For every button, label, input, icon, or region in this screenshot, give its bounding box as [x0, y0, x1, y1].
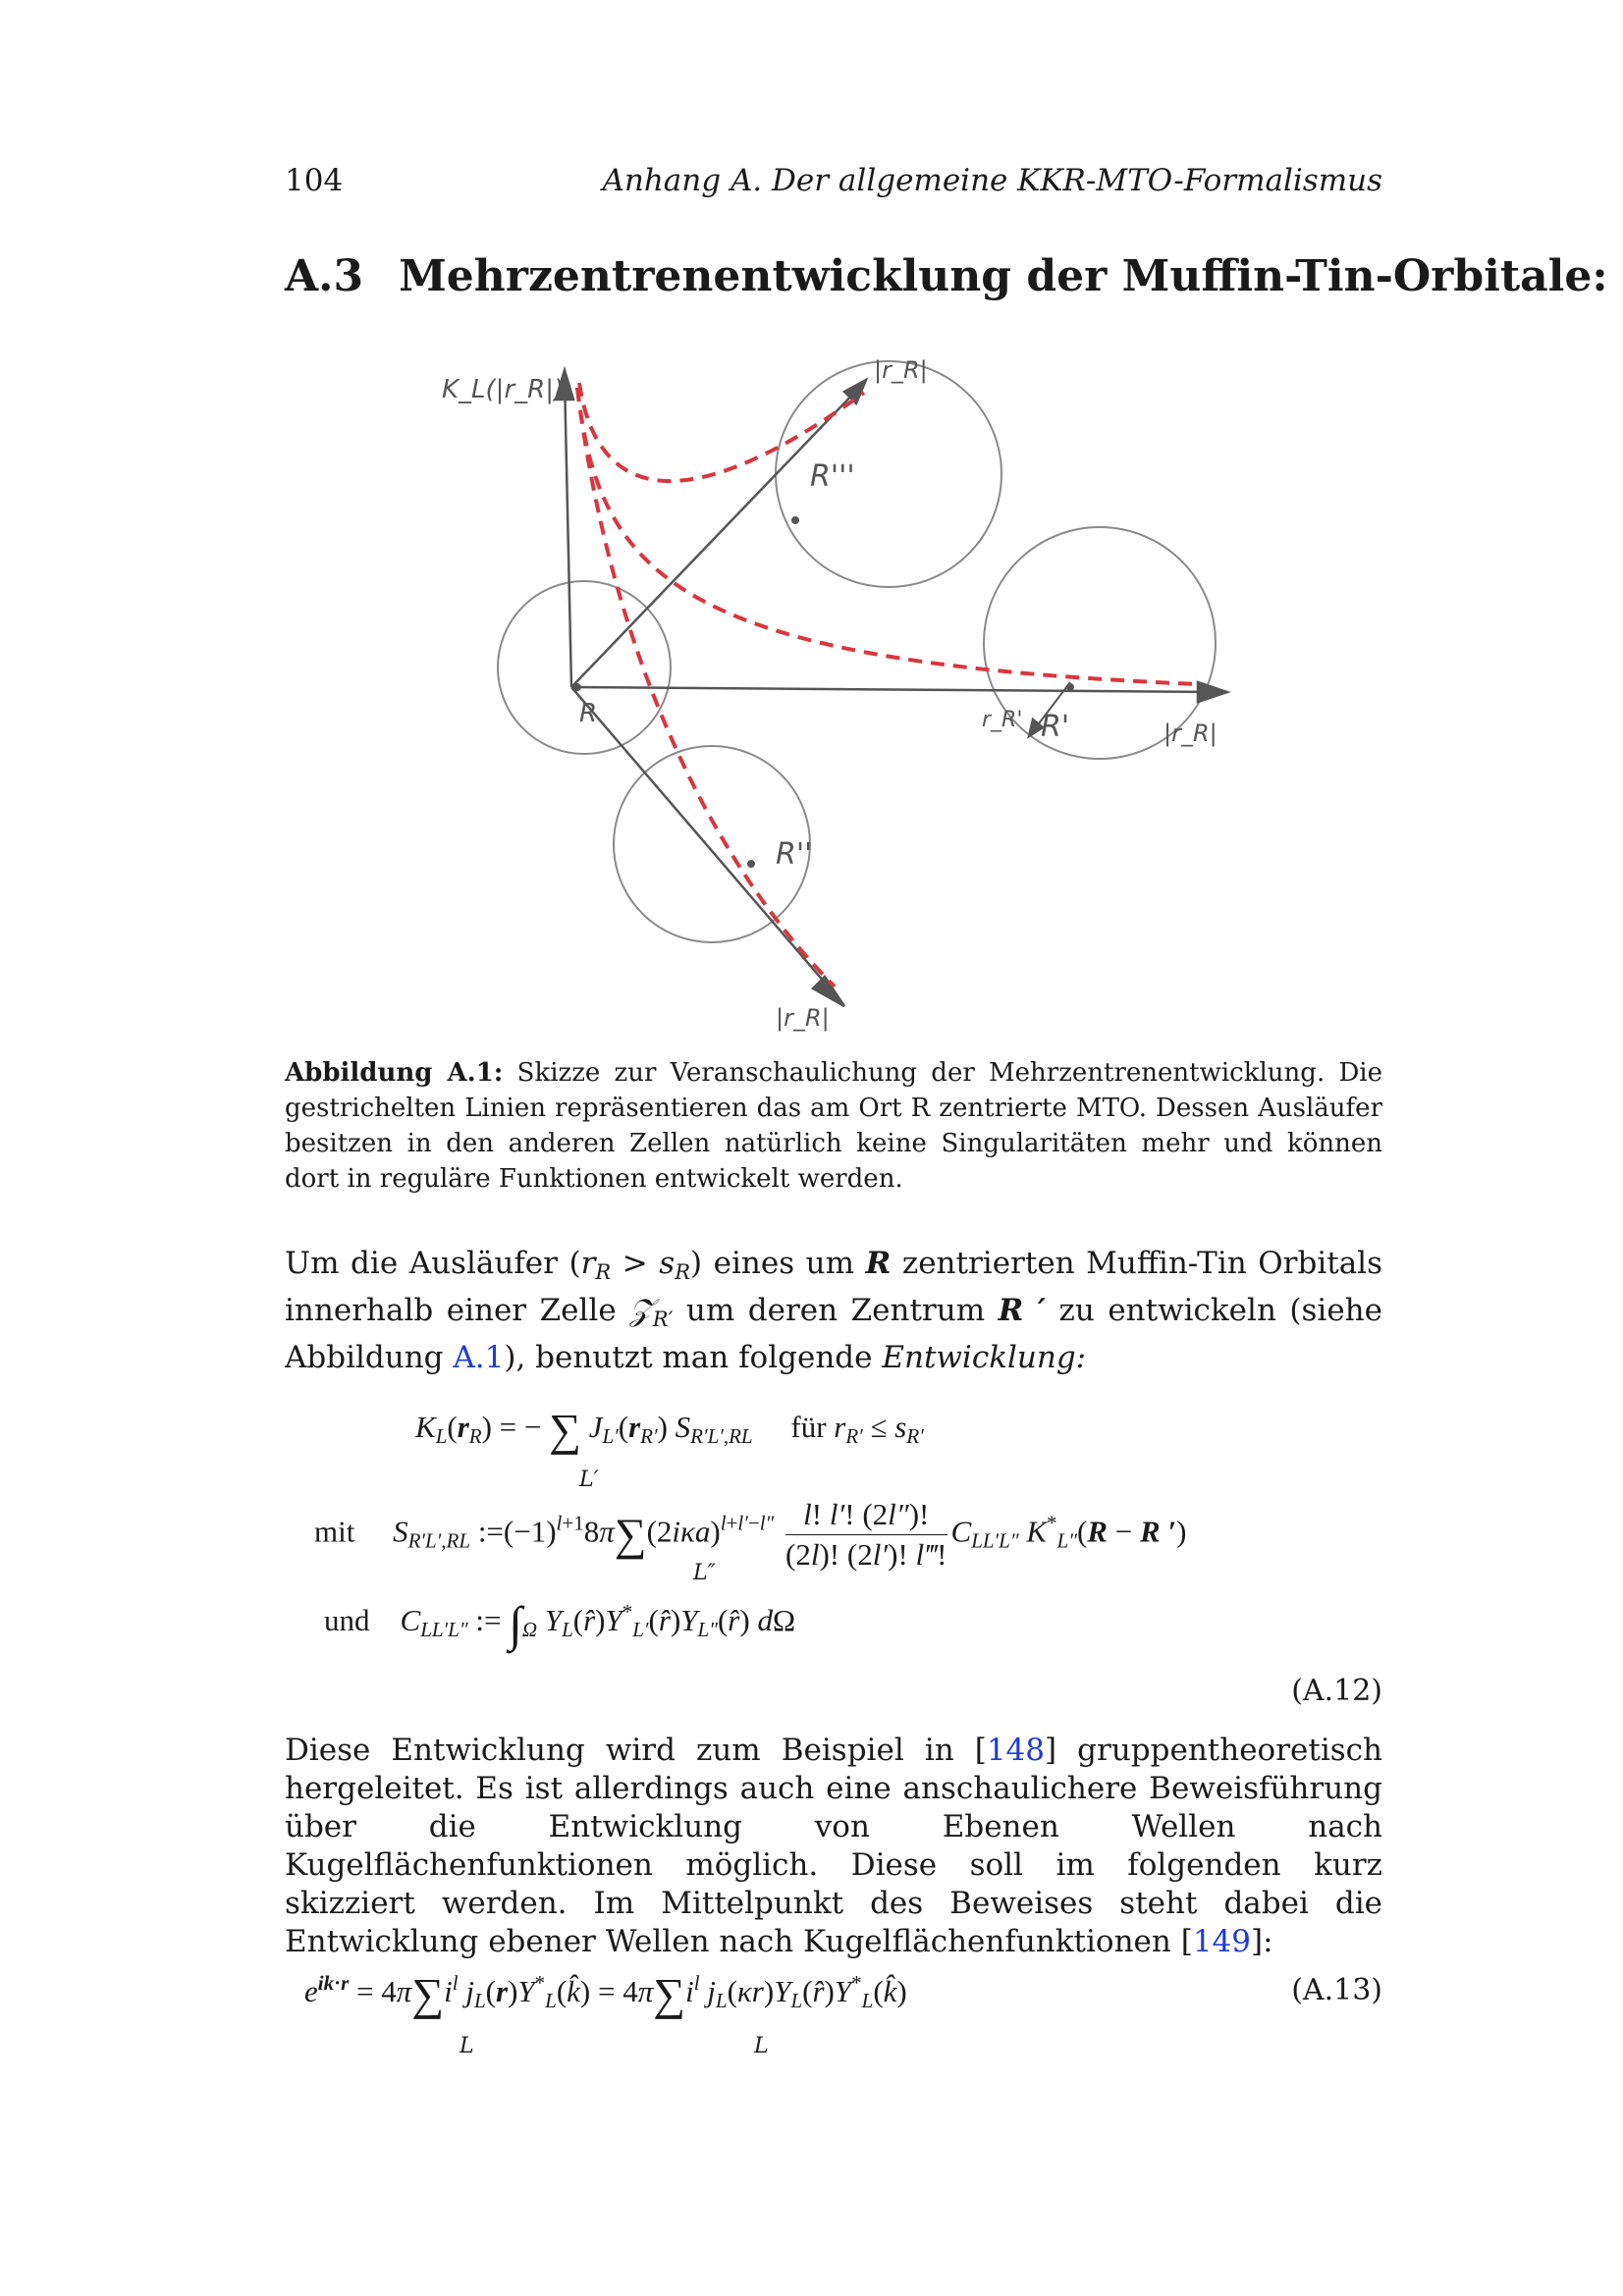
sketch-label-center-r3: R''' [810, 459, 855, 494]
caption-label: Abbildung A.1: [285, 1058, 504, 1088]
equation-a13-number: (A.13) [1291, 1973, 1382, 2007]
citation-149-link[interactable]: 149 [1192, 1924, 1251, 1959]
multicenter-sketch-figure [412, 348, 1257, 1036]
equation-a12-line2: mit $S_{R'L',RL}$ $:=(-1)^{l+1}8\pi\sum(2i\kappa a)^{l+l'-l''}$ $\frac{l! l'! (2l'')!}{(2l)! (2l')! l‴!}$ $C_{LL'L''}$ $K^*_{L''}(R - R$ ′) [314, 1497, 1187, 1572]
paragraph-derivation: Diese Entwicklung wird zum Beispiel in [148] gruppentheoretisch hergeleitet. Es ist allerdings auch eine anschaulichere Beweisführung über die Entwicklung von Ebenen Wellen nach Kugelflächenfunktionen möglich. Diese soll im folgenden kurz skizziert werden. Im Mittelpunkt des Beweises steht dabei die Entwicklung ebener Wellen nach Kugelflächenfunktionen [149]: [285, 1733, 1382, 1959]
running-title: Anhang A. Der allgemeine KKR-MTO-Formalismus [602, 163, 1382, 198]
center-dot-r3 [791, 516, 799, 524]
sketch-label-center-r1: R' [1041, 710, 1070, 744]
right-axis-arrowhead [1198, 682, 1227, 702]
paragraph-intro: Um die Ausläufer $(r_R > s_R)$ eines um R zentrierten Muffin-Tin Orbitals innerhalb einer Zelle 𝒵$_{R'}$ um deren Zentrum R ′ zu entwickeln (siehe Abbildung A.1), benutzt man folgende Entwicklung: [285, 1246, 1382, 1375]
section-title: Mehrzentrenentwicklung der Muffin-Tin-Orbitale: [399, 251, 1608, 301]
citation-148-link[interactable]: 148 [986, 1733, 1045, 1768]
sketch-label-center-r2: R'' [776, 837, 813, 872]
center-dot-r0 [573, 683, 581, 691]
figure-caption [285, 1055, 1382, 1197]
sketch-label-center-r: R [579, 699, 598, 728]
upper-axis-line [571, 388, 859, 687]
equation-a13: $e^{ik\cdot r} = 4\pi\sum i^l$ $j_L(r)Y^*_L(k̂) = 4\pi\sum i^l$ $j_L(\kappa r)Y_L(r̂)Y^*_L(k̂)$ [304, 1969, 907, 2019]
center-dot-r1 [1066, 683, 1074, 691]
page-number: 104 [285, 163, 344, 198]
sketch-label-r-right: |r_R| [1163, 720, 1217, 747]
sketch-label-r-prime: r_R' [982, 708, 1023, 732]
center-dot-r2 [747, 860, 755, 868]
section-number: A.3 [285, 251, 364, 301]
figure-ref-link[interactable]: A.1 [453, 1340, 505, 1375]
dashed-mto-curve-right [577, 388, 1198, 684]
section-heading [285, 251, 1608, 301]
equation-a12-line1: $K_L(r_R)$ = − ∑ $J_{L'}(r_{R'})$ $S_{R'L',RL}$ für $r_{R'} \le s_{R'}$ [415, 1405, 924, 1455]
caption-text: Skizze zur Veranschaulichung der Mehrzentrenentwicklung. Die gestrichelten Linien repräsentieren das am Ort R zentrierte MTO. Dessen Ausläufer besitzen in den anderen Zellen natürlich keine Singularitäten mehr und können dort in reguläre Funktionen entwickelt werden. [285, 1058, 1382, 1194]
sketch-label-r-lower: |r_R| [776, 1004, 830, 1032]
equation-a12-number: (A.12) [1291, 1674, 1382, 1708]
y-axis-line [565, 378, 571, 687]
sketch-label-r-upper: |r_R| [874, 356, 928, 384]
sketch-label-y-axis: K_L(|r_R|) [442, 375, 565, 404]
equation-a12-line3: und $C_{LL'L''}$ := $\int_\Omega$ $Y_L(r̂)Y^*_{L'}(r̂)Y_{L''}(r̂)$ dΩ [324, 1596, 795, 1651]
